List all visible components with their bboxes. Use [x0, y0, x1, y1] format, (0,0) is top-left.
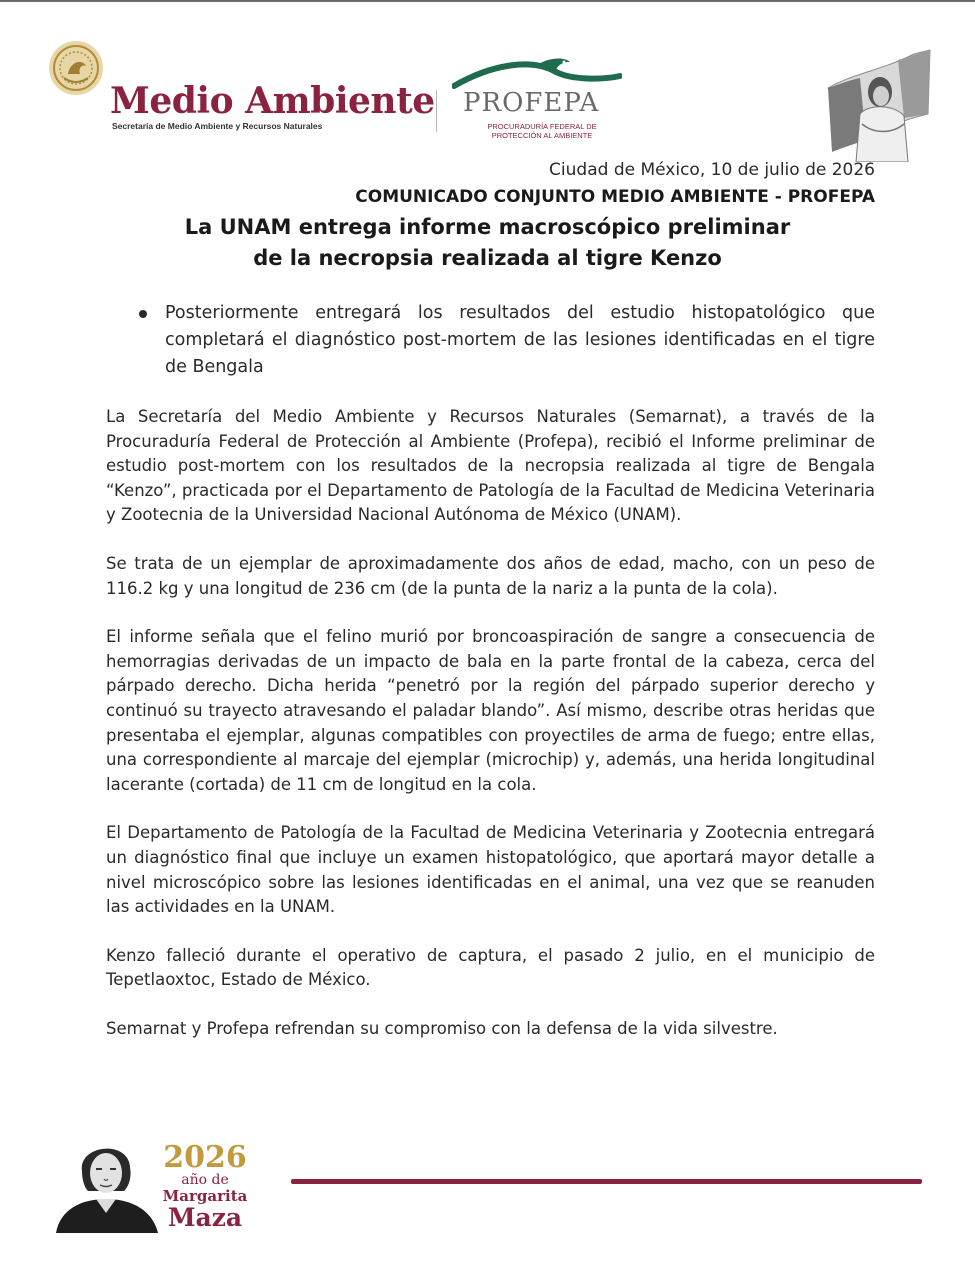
header-divider — [436, 90, 437, 132]
paragraph-final-diagnosis: El Departamento de Patología de la Facultad de Medicina Veterinaria y Zootecnia entregará un diagnóstico final que incluye un examen histopatológico, que aportará mayor detalle a nivel microscópico sobre las lesiones identificadas en el animal, una vez que se reanuden las actividades en la UNAM. — [106, 823, 875, 917]
headline — [0, 212, 975, 274]
flag-heroine-portrait-icon — [822, 44, 934, 162]
release-kicker: COMUNICADO CONJUNTO MEDIO AMBIENTE - PROFEPA — [355, 187, 875, 207]
paragraph-intro: La Secretaría del Medio Ambiente y Recursos Naturales (Semarnat), a través de la Procuraduría Federal de Protección al Ambiente (Profepa), recibió el Informe preliminar de estudio post-mortem con los resultados de la necropsia realizada al tigre de Bengala “Kenzo”, practicada por el Departamento de Patología de la Facultad de Medicina Veterinaria y Zootecnia de la Universidad Nacional Autónoma de México (UNAM). — [106, 407, 875, 525]
profepa-eagle-mark-icon — [452, 56, 622, 92]
brand-subtitle: Secretaría de Medio Ambiente y Recursos Naturales — [112, 121, 323, 131]
summary-bullet-text: Posteriormente entregará los resultados del estudio histopatológico que completará el diagnóstico post-mortem de las lesiones identificadas en el tigre de Bengala — [165, 303, 875, 377]
year-logo-caption: año de — [181, 1172, 229, 1188]
agency-name: PROFEPA — [463, 88, 600, 118]
paragraph-cause-of-death: El informe señala que el felino murió por broncoaspiración de sangre a consecuencia de hemorragias derivadas de un impacto de bala en la parte frontal de la cabeza, cerca del párpado derecho. Dicha herida “penetró por la región del párpado superior derecho y continuó su trayecto atravesando el paladar blando”. Así mismo, describe otras heridas que presentaba el ejemplar, algunas compatibles con proyectiles de arma de fuego; entre ellas, una correspondiente al marcaje del ejemplar (microchip) y, además, una herida longitudinal lacerante (cortada) de 11 cm de longitud en la cola. — [106, 627, 875, 794]
paragraph-event: Kenzo falleció durante el operativo de captura, el pasado 2 julio, en el municipio de Tepetlaoxtoc, Estado de México. — [106, 945, 875, 990]
headline-line-1: La UNAM entrega informe macroscópico preliminar — [184, 215, 791, 239]
margarita-maza-portrait-icon — [52, 1135, 162, 1233]
dateline: Ciudad de México, 10 de julio de 2026 — [549, 160, 875, 180]
brand-title: Medio Ambiente — [110, 80, 435, 122]
agency-subtitle: PROCURADURÍA FEDERAL DE PROTECCIÓN AL AMBIENTE — [487, 122, 597, 140]
year-logo-year: 2026 — [163, 1140, 247, 1175]
paragraph-specimen: Se trata de un ejemplar de aproximadamente dos años de edad, macho, con un peso de 116.2 kg y una longitud de 236 cm (de la punta de la nariz a la punta de la cola). — [106, 553, 875, 598]
paragraph-closing: Semarnat y Profepa refrendan su compromiso con la defensa de la vida silvestre. — [106, 1018, 778, 1038]
national-seal-icon — [48, 40, 104, 96]
year-logo — [160, 1142, 250, 1231]
year-logo-name-last: Maza — [167, 1203, 243, 1232]
headline-line-2: de la necropsia realizada al tigre Kenzo — [253, 246, 722, 270]
article-body — [106, 405, 875, 1065]
year-logo-name-first: Margarita — [162, 1187, 248, 1205]
footer-rule — [291, 1179, 922, 1184]
bullet-dot-icon — [139, 310, 147, 318]
summary-bullet — [135, 300, 875, 381]
top-rule — [0, 0, 975, 2]
